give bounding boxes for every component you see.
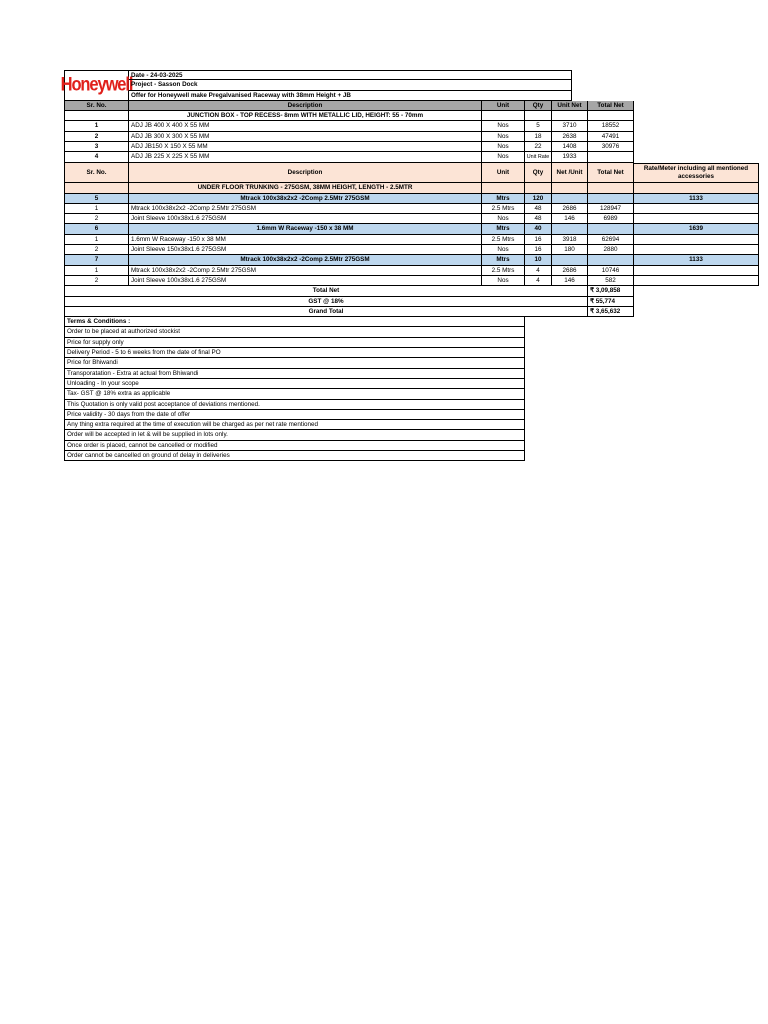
- col-total-net: Total Net: [588, 101, 634, 111]
- table1-header-row: [64, 101, 624, 111]
- gst-value: ₹ 55,774: [588, 297, 634, 307]
- terms-block: [64, 317, 572, 461]
- list-item: Price validity - 30 days from the date of offer: [64, 410, 525, 420]
- table-row: 2 Joint Sleeve 150x38x1.6 275GSM Nos 16 180 2880: [64, 245, 572, 255]
- group-row: 7 Mtrack 100x38x2x2 -2Comp 2.5Mtr 275GSM Mtrs 10 1133: [64, 255, 572, 265]
- col-qty: Qty: [525, 163, 552, 184]
- total-net-value: ₹ 3,09,858: [588, 286, 634, 296]
- gst-label: GST @ 18%: [64, 297, 588, 307]
- table2-header-row: [64, 163, 749, 184]
- date-cell: Date - 24-03-2025: [129, 70, 572, 80]
- table1-section-row: [64, 111, 572, 121]
- col-sr-no: Sr. No.: [64, 101, 129, 111]
- group-row: 5 Mtrack 100x38x2x2 -2Comp 2.5Mtr 275GSM Mtrs 120 1133: [64, 194, 572, 204]
- col-qty: Qty: [525, 101, 552, 111]
- table-row: 4 ADJ JB 225 X 225 X 55 MM Nos Unit Rate 1933: [64, 152, 572, 162]
- section-title: JUNCTION BOX - TOP RECESS- 8mm WITH METALLIC LID, HEIGHT: 55 - 70mm: [129, 111, 482, 121]
- terms-title: Terms & Conditions :: [64, 317, 525, 327]
- col-unit: Unit: [482, 163, 525, 184]
- table-row: 1 Mtrack 100x38x2x2 -2Comp 2.5Mtr 275GSM 2.5 Mtrs 4 2686 10746: [64, 266, 572, 276]
- grand-total-row: [64, 307, 621, 317]
- col-description: Description: [129, 101, 482, 111]
- table-row: 3 ADJ JB150 X 150 X 55 MM Nos 22 1408 30976: [64, 142, 572, 152]
- col-unit-net: Unit Net: [552, 101, 588, 111]
- honeywell-logo: Honeywell: [60, 74, 133, 96]
- group-row: 6 1.6mm W Raceway -150 x 38 MM Mtrs 40 1639: [64, 224, 572, 234]
- section-title: UNDER FLOOR TRUNKING - 275GSM, 38MM HEIGHT, LENGTH - 2.5MTR: [129, 183, 482, 193]
- col-net-unit: Net /Unit: [552, 163, 588, 184]
- list-item: Any thing extra required at the time of execution will be charged as per net rate mentioned: [64, 420, 525, 430]
- list-item: Tax- GST @ 18% extra as applicable: [64, 389, 525, 399]
- col-rate-per-meter: Rate/Meter including all mentioned accessories: [634, 163, 759, 184]
- project-cell: Project - Sasson Dock: [129, 80, 572, 90]
- list-item: Delivery Period - 5 to 6 weeks from the date of final PO: [64, 348, 525, 358]
- quotation-sheet: [60, 70, 749, 461]
- table-row: 2 Joint Sleeve 100x38x1.6 275GSM Nos 4 146 582: [64, 276, 572, 286]
- list-item: Unloading - In your scope: [64, 379, 525, 389]
- list-item: This Quotation is only valid post acceptance of deviations mentioned.: [64, 400, 525, 410]
- grand-total-label: Grand Total: [64, 307, 588, 317]
- header-block: [60, 70, 572, 101]
- total-net-row: [64, 286, 621, 296]
- table-row: 2 ADJ JB 300 X 300 X 55 MM Nos 18 2638 47491: [64, 132, 572, 142]
- total-net-label: Total Net: [64, 286, 588, 296]
- list-item: Order to be placed at authorized stockist: [64, 327, 525, 337]
- col-total-net: Total Net: [588, 163, 634, 184]
- list-item: Once order is placed, cannot be cancelled or modified: [64, 441, 525, 451]
- offer-cell: Offer for Honeywell make Pregalvanised Raceway with 38mm Height + JB: [129, 91, 572, 101]
- list-item: Order will be accepted in let & will be supplied in lots only.: [64, 430, 525, 440]
- grand-total-value: ₹ 3,65,632: [588, 307, 634, 317]
- gst-row: [64, 297, 616, 307]
- table-row: 1 1.6mm W Raceway -150 x 38 MM 2.5 Mtrs 16 3918 62694: [64, 235, 572, 245]
- list-item: Transporatation - Extra at actual from Bhiwandi: [64, 369, 525, 379]
- col-unit: Unit: [482, 101, 525, 111]
- honeywell-logo-cell: [60, 70, 133, 101]
- table-row: 2 Joint Sleeve 100x38x1.6 275GSM Nos 48 146 6989: [64, 214, 572, 224]
- list-item: Order cannot be cancelled on ground of delay in deliveries: [64, 451, 525, 461]
- list-item: Price for Bhiwandi: [64, 358, 525, 368]
- table-row: 1 ADJ JB 400 X 400 X 55 MM Nos 5 3710 18552: [64, 121, 572, 131]
- table-row: 1 Mtrack 100x38x2x2 -2Comp 2.5Mtr 275GSM 2.5 Mtrs 48 2686 128947: [64, 204, 572, 214]
- table2-section-row: [64, 183, 572, 193]
- col-description: Description: [129, 163, 482, 184]
- col-sr-no: Sr. No.: [64, 163, 129, 184]
- list-item: Price for supply only: [64, 338, 525, 348]
